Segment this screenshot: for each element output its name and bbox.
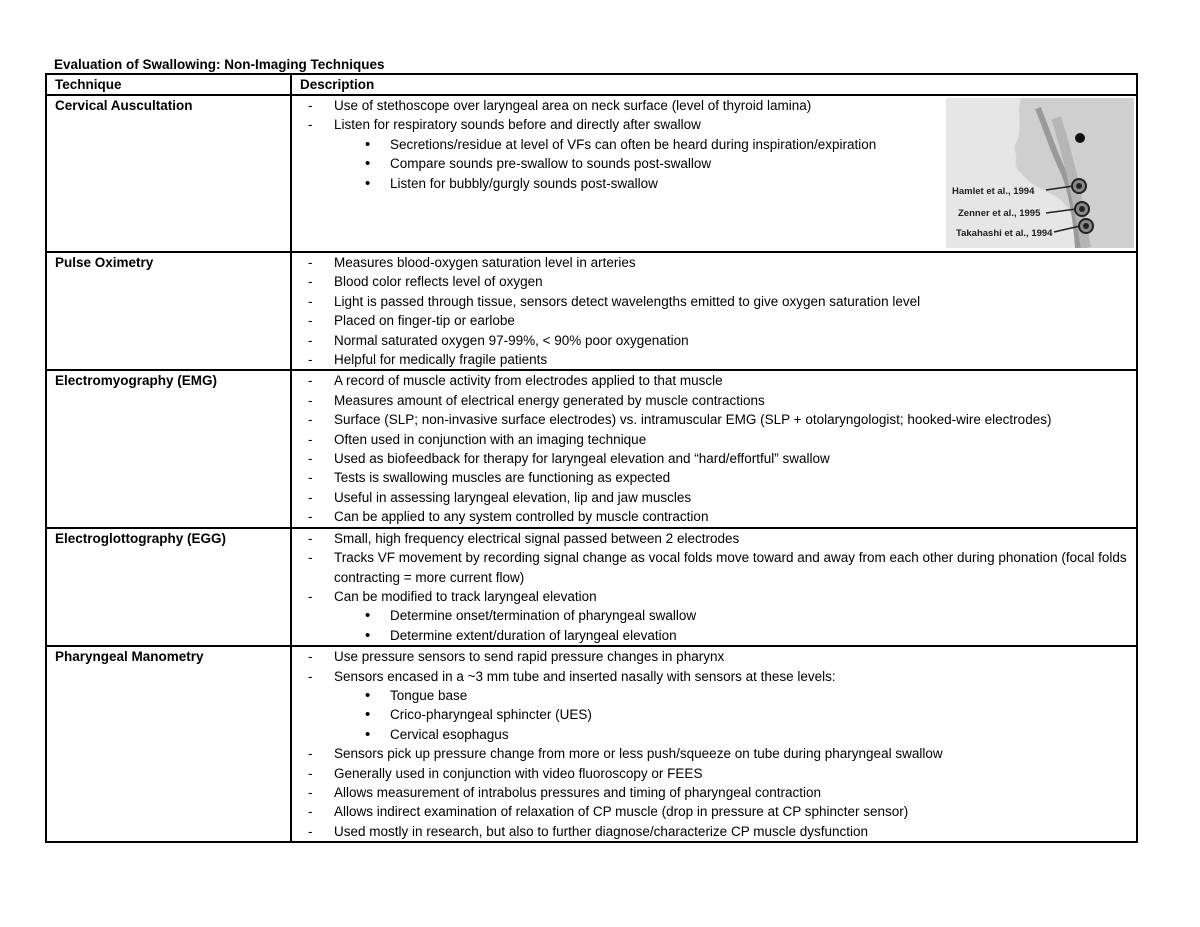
list-item: - Small, high frequency electrical signal passed between 2 electrodes (300, 529, 1136, 548)
technique-name: Electroglottography (EGG) (46, 528, 291, 646)
list-item: - Placed on finger-tip or earlobe (300, 311, 1136, 330)
list-item: - Light is passed through tissue, sensors detect wavelengths emitted to give oxygen saturation level (300, 292, 1136, 311)
technique-name: Pharyngeal Manometry (46, 646, 291, 842)
list-item: - Used mostly in research, but also to further diagnose/characterize CP muscle dysfunction (300, 822, 1136, 841)
sub-list-item: • Tongue base (300, 686, 1136, 705)
technique-name: Pulse Oximetry (46, 252, 291, 370)
technique-name: Cervical Auscultation (46, 95, 291, 252)
list-item: - Allows measurement of intrabolus pressures and timing of pharyngeal contraction (300, 783, 1136, 802)
sub-list-item: • Crico-pharyngeal sphincter (UES) (300, 705, 1136, 724)
technique-name: Electromyography (EMG) (46, 370, 291, 527)
list-item: - Used as biofeedback for therapy for laryngeal elevation and “hard/effortful” swallow (300, 449, 1136, 468)
description-cell (291, 252, 1137, 370)
list-item: - Can be modified to track laryngeal elevation (300, 587, 1136, 606)
list-item: - Measures amount of electrical energy generated by muscle contractions (300, 391, 1136, 410)
list-item: - Allows indirect examination of relaxation of CP muscle (drop in pressure at CP sphincter sensor) (300, 802, 1136, 821)
list-item: - Normal saturated oxygen 97-99%, < 90% poor oxygenation (300, 331, 1136, 350)
list-item: - Blood color reflects level of oxygen (300, 272, 1136, 291)
list-item: - Use of stethoscope over laryngeal area on neck surface (level of thyroid lamina) (300, 96, 1136, 115)
list-item: - Tests is swallowing muscles are functioning as expected (300, 468, 1136, 487)
list-item: - Generally used in conjunction with video fluoroscopy or FEES (300, 764, 1136, 783)
row-pharyngeal-manometry (46, 646, 1137, 842)
figure-label: Takahashi et al., 1994 (956, 228, 1053, 239)
techniques-table (45, 73, 1138, 843)
description-cell (291, 95, 1137, 252)
sub-list-item: • Determine onset/termination of pharyngeal swallow (300, 606, 1136, 625)
description-cell (291, 370, 1137, 527)
row-cervical-auscultation (46, 95, 1137, 252)
sub-list-item: • Cervical esophagus (300, 725, 1136, 744)
header-row (46, 74, 1137, 95)
description-cell (291, 646, 1137, 842)
list-item: - Surface (SLP; non-invasive surface electrodes) vs. intramuscular EMG (SLP + otolaryngologist; hooked-wire electrodes) (300, 410, 1136, 429)
list-item: - Sensors encased in a ~3 mm tube and inserted nasally with sensors at these levels: (300, 667, 1136, 686)
row-electromyography (46, 370, 1137, 527)
row-electroglottography (46, 528, 1137, 646)
list-item: - Sensors pick up pressure change from more or less push/squeeze on tube during pharyngeal swallow (300, 744, 1136, 763)
header-technique: Technique (46, 74, 291, 95)
list-item: - Often used in conjunction with an imaging technique (300, 430, 1136, 449)
sub-list-item: • Compare sounds pre-swallow to sounds post-swallow (300, 154, 1136, 173)
document-title: Evaluation of Swallowing: Non-Imaging Techniques (54, 57, 385, 72)
figure-label: Hamlet et al., 1994 (952, 186, 1035, 197)
sub-list-item: • Determine extent/duration of laryngeal elevation (300, 626, 1136, 645)
list-item: - Helpful for medically fragile patients (300, 350, 1136, 369)
sub-list-item: • Secretions/residue at level of VFs can often be heard during inspiration/expiration (300, 135, 1136, 154)
row-pulse-oximetry (46, 252, 1137, 370)
description-cell (291, 528, 1137, 646)
list-item: - Measures blood-oxygen saturation level in arteries (300, 253, 1136, 272)
list-item: - Tracks VF movement by recording signal change as vocal folds move toward and away from each other during phonation (focal folds contracting = more current flow) (300, 548, 1136, 587)
list-item: - Listen for respiratory sounds before and directly after swallow (300, 115, 1136, 134)
list-item: - A record of muscle activity from electrodes applied to that muscle (300, 371, 1136, 390)
list-item: - Useful in assessing laryngeal elevation, lip and jaw muscles (300, 488, 1136, 507)
list-item: - Can be applied to any system controlled by muscle contraction (300, 507, 1136, 526)
header-description: Description (291, 74, 1137, 95)
sub-list-item: • Listen for bubbly/gurgly sounds post-swallow (300, 174, 1136, 193)
list-item: - Use pressure sensors to send rapid pressure changes in pharynx (300, 647, 1136, 666)
figure-label: Zenner et al., 1995 (958, 208, 1041, 219)
